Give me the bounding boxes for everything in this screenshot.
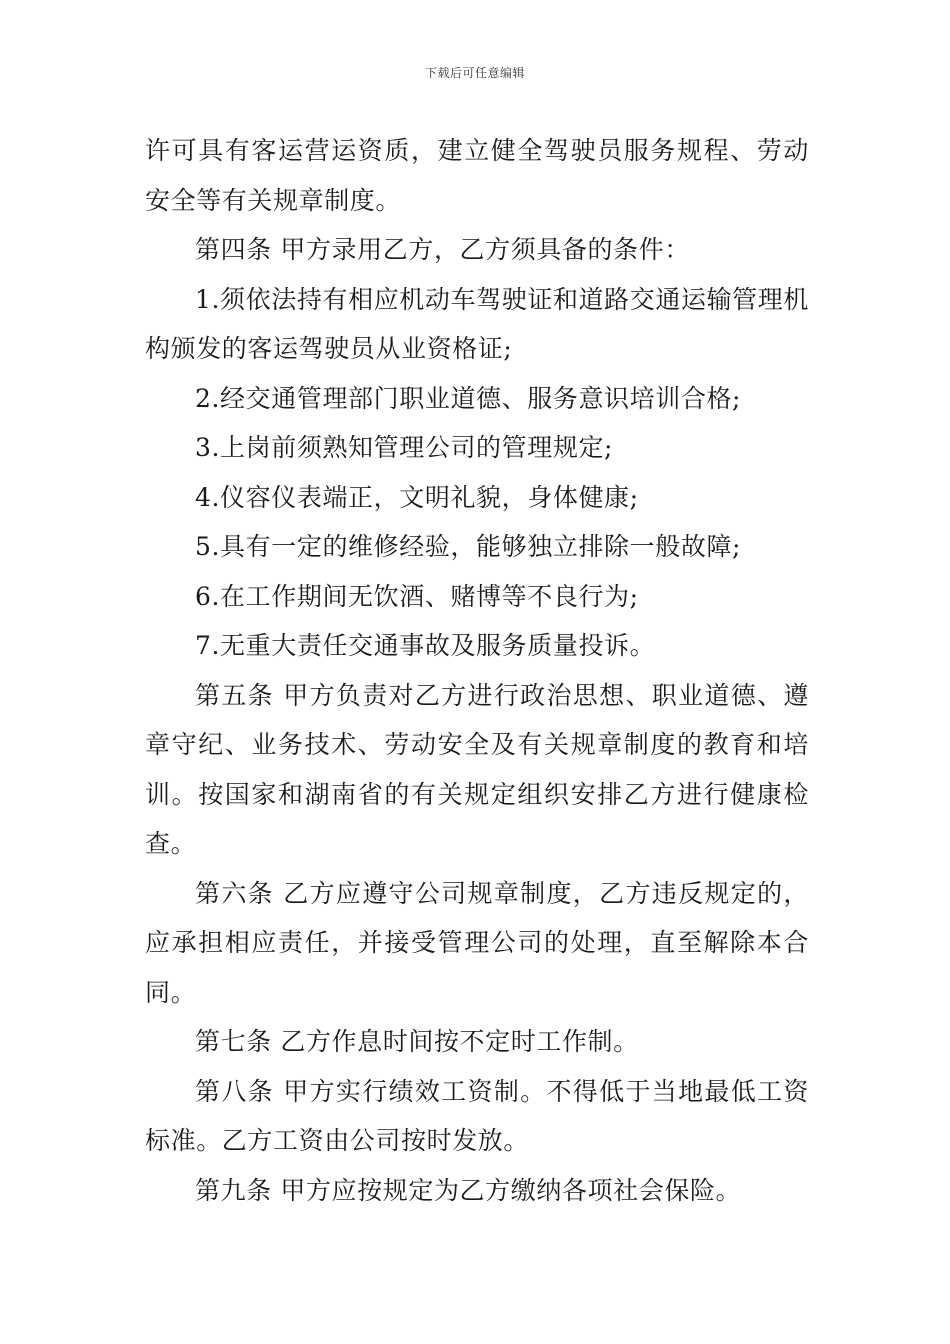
article-4-item-4: 4.仪容仪表端正，文明礼貌，身体健康; [195,482,639,512]
article-4-item-3: 3.上岗前须熟知管理公司的管理规定; [195,433,614,462]
article-4-item-7: 7.无重大责任交通事故及服务质量投诉。 [195,631,656,660]
article-4-item-1: 1.须依法持有相应机动车驾驶证和道路交通运输管理机构颁发的客运驾驶员从业资格证; [145,284,809,363]
article-4-item-6: 6.在工作期间无饮酒、赌博等不良行为; [195,581,639,611]
article-4-item-5: 5.具有一定的维修经验，能够独立排除一般故障; [195,532,742,561]
document-body [145,126,809,1215]
article-5: 第五条 甲方负责对乙方进行政治思想、职业道德、遵章守纪、业务技术、劳动安全及有关规章制度的教育和培训。按国家和湖南省的有关规定组织安排乙方进行健康检查。 [145,680,809,858]
article-6: 第六条 乙方应遵守公司规章制度，乙方违反规定的，应承担相应责任，并接受管理公司的处理，直至解除本合同。 [145,878,809,1007]
paragraph-continuation: 许可具有客运营运资质，建立健全驾驶员服务规程、劳动安全等有关规章制度。 [145,136,809,215]
article-4-heading: 第四条 甲方录用乙方，乙方须具备的条件： [195,235,690,264]
article-9: 第九条 甲方应按规定为乙方缴纳各项社会保险。 [195,1175,742,1205]
article-7: 第七条 乙方作息时间按不定时工作制。 [195,1027,639,1056]
article-8: 第八条 甲方实行绩效工资制。不得低于当地最低工资标准。乙方工资由公司按时发放。 [145,1076,809,1155]
article-4-item-2: 2.经交通管理部门职业道德、服务意识培训合格; [195,383,742,413]
page-header: 下载后可任意编辑 [424,66,525,80]
